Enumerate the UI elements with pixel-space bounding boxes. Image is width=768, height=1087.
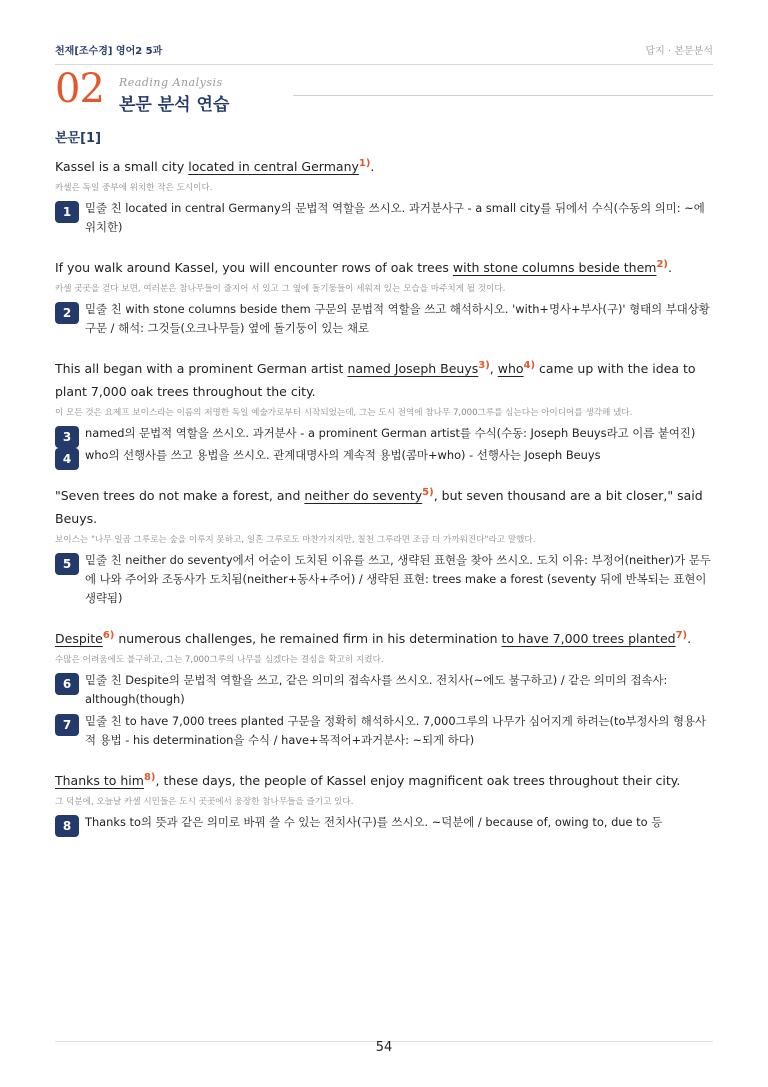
- passage-block: [55, 155, 713, 237]
- question-number-badge: 8: [55, 815, 79, 837]
- title-divider: [293, 95, 713, 96]
- question-text: 밑줄 친 Despite의 문법적 역할을 쓰고, 같은 의미의 접속사를 쓰시오. 전치사(~에도 불구하고) / 같은 의미의 접속사: although(though): [85, 673, 668, 706]
- underlined-phrase: to have 7,000 trees planted: [501, 631, 676, 646]
- question-text: 밑줄 친 with stone columns beside them 구문의 문법적 역할을 쓰고 해석하시오. 'with+명사+부사(구)' 형태의 부대상황 구문 / 해석: 그것들(오크나무들) 옆에 돌기둥이 있는 채로: [85, 302, 710, 335]
- passage-block: [55, 357, 713, 465]
- korean-translation: 카셀은 독일 중부에 위치한 작은 도시이다.: [55, 183, 213, 193]
- question-item: [55, 446, 713, 465]
- footnote-marker: 1): [358, 157, 371, 169]
- underlined-phrase: Thanks to him: [55, 773, 144, 788]
- english-sentence: [55, 155, 713, 178]
- korean-translation: 그 덕분에, 오늘날 카셀 시민들은 도시 곳곳에서 웅장한 참나무들을 즐기고 있다.: [55, 797, 354, 807]
- footnote-marker: 6): [102, 629, 115, 641]
- passage-block: [55, 769, 713, 832]
- question-item: [55, 671, 713, 709]
- question-item: [55, 712, 713, 750]
- question-text: Thanks to의 뜻과 같은 의미로 바꿔 쓸 수 있는 전치사(구)를 쓰시오. ~덕분에 / because of, owing to, due to 등: [85, 815, 663, 829]
- passage-block: [55, 256, 713, 338]
- question-number-badge: 1: [55, 201, 79, 223]
- page-title: 본문 분석 연습: [119, 95, 230, 115]
- sentence-text: .: [687, 631, 692, 646]
- question-number-badge: 2: [55, 302, 79, 324]
- korean-translation: 이 모든 것은 요제프 보이스라는 이름의 저명한 독일 예술가로부터 시작되었는데, 그는 도시 전역에 참나무 7,000그루를 심는다는 아이디어를 생각해 냈다.: [55, 408, 633, 418]
- title-subtitle: Reading Analysis: [119, 76, 223, 89]
- question-number-badge: 4: [55, 448, 79, 470]
- question-number-badge: 6: [55, 673, 79, 695]
- analysis-content: [55, 155, 713, 851]
- english-sentence: [55, 357, 713, 403]
- question-text: 밑줄 친 to have 7,000 trees planted 구문을 정확히 해석하시오. 7,000그루의 나무가 심어지게 하려는(to부정사의 형용사적 용법 - his determination을 수식 / have+목적어+과거분사: ~되게 하다): [85, 714, 707, 747]
- chapter-number: 02: [55, 66, 104, 112]
- korean-translation: 수많은 어려움에도 불구하고, 그는 7,000그루의 나무를 심겠다는 결심을 확고히 지켰다.: [55, 655, 384, 665]
- underlined-phrase: Despite: [55, 631, 103, 646]
- question-number-badge: 3: [55, 426, 79, 448]
- footnote-marker: 3): [478, 359, 490, 371]
- passage-block: [55, 627, 713, 750]
- sentence-text: This all began with a prominent German artist: [55, 361, 348, 376]
- passage-block: [55, 484, 713, 608]
- page-header: [55, 40, 713, 65]
- sentence-text: came up with the idea to plant 7,000 oak trees throughout the city.: [55, 361, 696, 399]
- title-block: [55, 66, 713, 115]
- question-item: [55, 551, 713, 608]
- question-item: [55, 813, 713, 832]
- footnote-marker: 4): [523, 359, 536, 371]
- english-sentence: [55, 627, 713, 650]
- textbook-label: 천재[조수경] 영어2 5과: [55, 46, 163, 57]
- question-text: 밑줄 친 neither do seventy에서 어순이 도치된 이유를 쓰고, 생략된 표현을 찾아 쓰시오. 도치 이유: 부정어(neither)가 문두에 나와 주어와 조동사가 도치됨(neither+동사+주어) / 생략된 표현: trees make a forest (seventy 뒤에 반복되는 표현이 생략됨): [85, 553, 711, 605]
- section-heading: 본문[1]: [55, 131, 102, 146]
- sentence-text: Kassel is a small city: [55, 159, 189, 174]
- question-item: [55, 424, 713, 443]
- korean-translation: 카셀 곳곳을 걷다 보면, 여러분은 참나무들이 줄지어 서 있고 그 옆에 돌기둥들이 세워져 있는 모습을 마주치게 될 것이다.: [55, 284, 506, 294]
- section-label: 답지 · 본문분석: [645, 46, 713, 57]
- underlined-phrase: with stone columns beside them: [452, 260, 657, 275]
- sentence-text: .: [667, 260, 672, 275]
- question-item: [55, 199, 713, 237]
- sentence-text: .: [370, 159, 375, 174]
- sentence-text: , these days, the people of Kassel enjoy magnificent oak trees throughout their city.: [155, 773, 681, 788]
- footnote-marker: 8): [143, 771, 156, 783]
- page-number: 54: [375, 1040, 393, 1055]
- english-sentence: [55, 484, 713, 530]
- english-sentence: [55, 256, 713, 279]
- footnote-marker: 5): [422, 486, 434, 498]
- sentence-text: "Seven trees do not make a forest, and: [55, 488, 305, 503]
- underlined-phrase: neither do seventy: [304, 488, 423, 503]
- sentence-text: If you walk around Kassel, you will encounter rows of oak trees: [55, 260, 453, 275]
- english-sentence: [55, 769, 713, 792]
- sentence-text: numerous challenges, he remained firm in his determination: [114, 631, 502, 646]
- footnote-marker: 2): [656, 258, 668, 270]
- question-number-badge: 7: [55, 714, 79, 736]
- question-text: named의 문법적 역할을 쓰시오. 과거분사 - a prominent German artist를 수식(수동: Joseph Beuys라고 이름 붙여진): [85, 426, 696, 440]
- underlined-phrase: who: [497, 361, 524, 376]
- sentence-text: ,: [489, 361, 498, 376]
- question-item: [55, 300, 713, 338]
- question-text: 밑줄 친 located in central Germany의 문법적 역할을 쓰시오. 과거분사구 - a small city를 뒤에서 수식(수동의 의미: ~에 위치한): [85, 201, 705, 234]
- footnote-marker: 7): [675, 629, 688, 641]
- question-number-badge: 5: [55, 553, 79, 575]
- question-text: who의 선행사를 쓰고 용법을 쓰시오. 관계대명사의 계속적 용법(콤마+who) - 선행사는 Joseph Beuys: [85, 448, 601, 462]
- sentence-text: , but seven thousand are a bit closer," said Beuys.: [55, 488, 703, 526]
- korean-translation: 보이스는 "나무 일곱 그루로는 숲을 이루지 못하고, 일흔 그루로도 마찬가지지만, 칠천 그루라면 조금 더 가까워진다"라고 말했다.: [55, 535, 536, 545]
- underlined-phrase: located in central Germany: [188, 159, 359, 174]
- underlined-phrase: named Joseph Beuys: [347, 361, 479, 376]
